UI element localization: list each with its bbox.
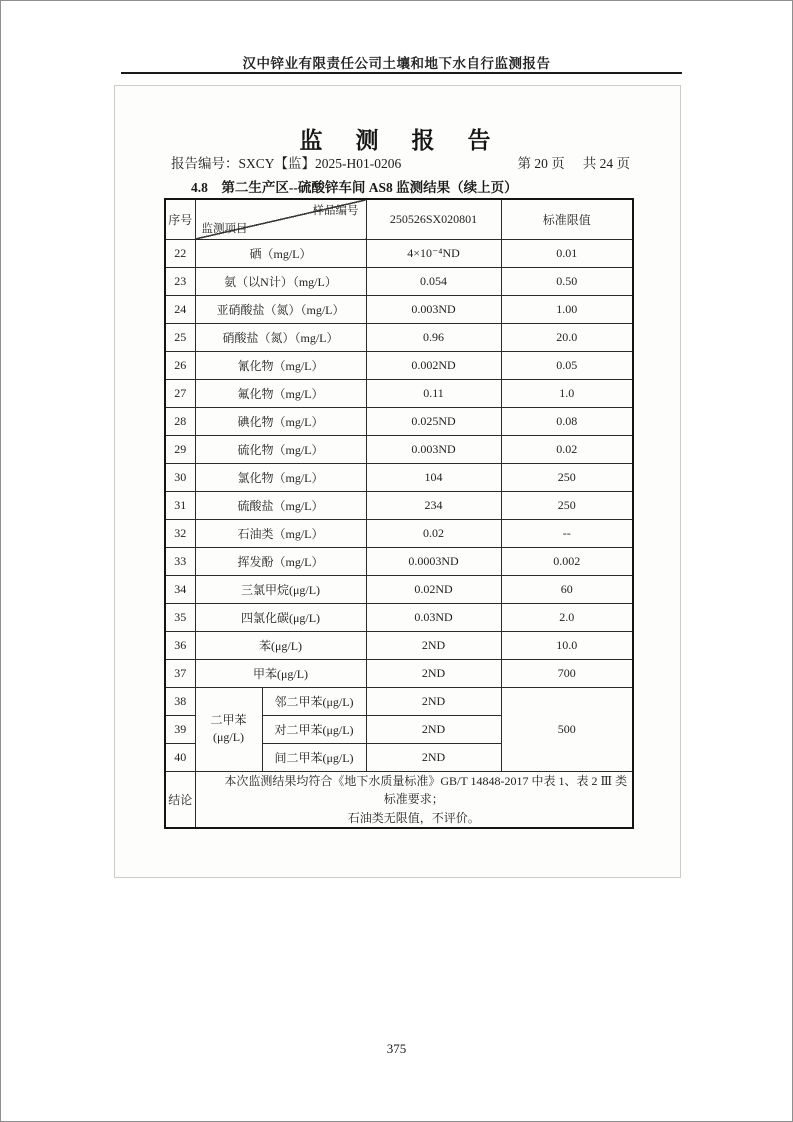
cell-value: 0.96 [366,323,501,351]
report-number: 报告编号：SXCY【监】2025-H01-0206 [171,156,402,171]
cell-seq: 27 [165,379,195,407]
cell-seq: 28 [165,407,195,435]
group-label-line1: 二甲苯 [210,712,247,727]
cell-item: 四氯化碳(μg/L) [195,603,366,631]
table-row [165,407,633,435]
cell-seq: 23 [165,267,195,295]
cell-value: 0.054 [366,267,501,295]
cell-seq: 36 [165,631,195,659]
table-row [165,547,633,575]
cell-value: 4×10⁻⁴ND [366,239,501,267]
table-row [165,379,633,407]
cell-item: 氰化物（mg/L） [195,351,366,379]
cell-item: 亚硝酸盐（氮）（mg/L） [195,295,366,323]
cell-limit: 250 [501,463,633,491]
cell-item: 硝酸盐（氮）（mg/L） [195,323,366,351]
cell-group-label [195,687,262,771]
cell-value: 0.002ND [366,351,501,379]
cell-item: 对二甲苯(μg/L) [262,715,366,743]
conclusion-row [165,771,633,828]
conclusion-line-2: 石油类无限值，不评价。 [347,810,480,825]
cell-item: 邻二甲苯(μg/L) [262,687,366,715]
cell-item: 氯化物（mg/L） [195,463,366,491]
cell-value: 0.003ND [366,435,501,463]
table-row [165,631,633,659]
cell-limit: 0.002 [501,547,633,575]
cell-value: 0.003ND [366,295,501,323]
header-sample-no-label: 样品编号 [312,205,359,217]
cell-seq: 24 [165,295,195,323]
cell-value: 234 [366,491,501,519]
conclusion-text [195,771,633,828]
table-row [165,267,633,295]
table-row [165,687,633,715]
cell-limit: 0.01 [501,239,633,267]
cell-limit: 60 [501,575,633,603]
cell-limit: 10.0 [501,631,633,659]
results-table-body [165,239,633,771]
cell-item: 硫化物（mg/L） [195,435,366,463]
cell-seq: 35 [165,603,195,631]
cell-limit: -- [501,519,633,547]
conclusion-label: 结论 [165,771,195,828]
cell-limit: 0.02 [501,435,633,463]
header-rule [121,72,682,74]
cell-seq: 31 [165,491,195,519]
cell-limit: 20.0 [501,323,633,351]
cell-value: 0.02 [366,519,501,547]
cell-value: 0.0003ND [366,547,501,575]
cell-seq: 38 [165,687,195,715]
results-table [164,198,634,829]
cell-item: 氨（以N计）（mg/L） [195,267,366,295]
header-sample-id: 250526SX020801 [366,199,501,239]
report-title: 监 测 报 告 [299,128,496,153]
cell-value: 2ND [366,687,501,715]
cell-seq: 29 [165,435,195,463]
cell-value: 2ND [366,743,501,771]
page-indicator-current: 第 20 页 [517,156,565,171]
cell-limit: 0.50 [501,267,633,295]
cell-limit: 250 [501,491,633,519]
cell-seq: 40 [165,743,195,771]
cell-seq: 30 [165,463,195,491]
cell-item: 石油类（mg/L） [195,519,366,547]
table-row [165,491,633,519]
cell-limit: 0.05 [501,351,633,379]
report-meta-row [171,152,630,172]
cell-item: 苯(μg/L) [195,631,366,659]
cell-value: 104 [366,463,501,491]
cell-item: 甲苯(μg/L) [195,659,366,687]
table-row [165,659,633,687]
cell-limit: 700 [501,659,633,687]
cell-value: 2ND [366,715,501,743]
table-row [165,463,633,491]
cell-value: 0.03ND [366,603,501,631]
cell-seq: 33 [165,547,195,575]
cell-limit: 2.0 [501,603,633,631]
table-row [165,603,633,631]
header-limit: 标准限值 [501,199,633,239]
cell-item: 三氯甲烷(μg/L) [195,575,366,603]
cell-item: 硒（mg/L） [195,239,366,267]
table-row [165,575,633,603]
table-row [165,323,633,351]
section-heading: 4.8 第二生产区--硫酸锌车间 AS8 监测结果（续上页） [191,180,518,195]
table-row [165,519,633,547]
cell-item: 挥发酚（mg/L） [195,547,366,575]
page-indicator-total: 共 24 页 [582,156,630,171]
cell-value: 0.11 [366,379,501,407]
conclusion-line-1: 本次监测结果均符合《地下水质量标准》GB/T 14848-2017 中表 1、表 2 Ⅲ 类标准要求； [224,773,628,807]
header-item-label: 监测项目 [201,222,248,235]
cell-item: 碘化物（mg/L） [195,407,366,435]
cell-seq: 37 [165,659,195,687]
table-header-row [165,199,633,239]
cell-limit: 1.00 [501,295,633,323]
cell-seq: 39 [165,715,195,743]
cell-seq: 32 [165,519,195,547]
cell-seq: 25 [165,323,195,351]
cell-limit-merged: 500 [501,687,633,771]
cell-value: 2ND [366,631,501,659]
table-row [165,295,633,323]
table-row [165,351,633,379]
cell-item: 氟化物（mg/L） [195,379,366,407]
cell-value: 0.025ND [366,407,501,435]
footer-page-number: 375 [386,1041,407,1056]
cell-seq: 22 [165,239,195,267]
cell-value: 0.02ND [366,575,501,603]
header-seq: 序号 [165,199,195,239]
cell-value: 2ND [366,659,501,687]
cell-item: 硫酸盐（mg/L） [195,491,366,519]
table-row [165,435,633,463]
table-row [165,239,633,267]
cell-seq: 26 [165,351,195,379]
doc-header-title: 汉中锌业有限责任公司土壤和地下水自行监测报告 [242,56,551,71]
scanned-report-region [114,85,681,878]
header-diagonal-cell [195,199,366,239]
cell-item: 间二甲苯(μg/L) [262,743,366,771]
cell-limit: 1.0 [501,379,633,407]
group-label-line2: (μg/L) [212,730,245,744]
cell-seq: 34 [165,575,195,603]
page-indicator [518,152,631,172]
cell-limit: 0.08 [501,407,633,435]
